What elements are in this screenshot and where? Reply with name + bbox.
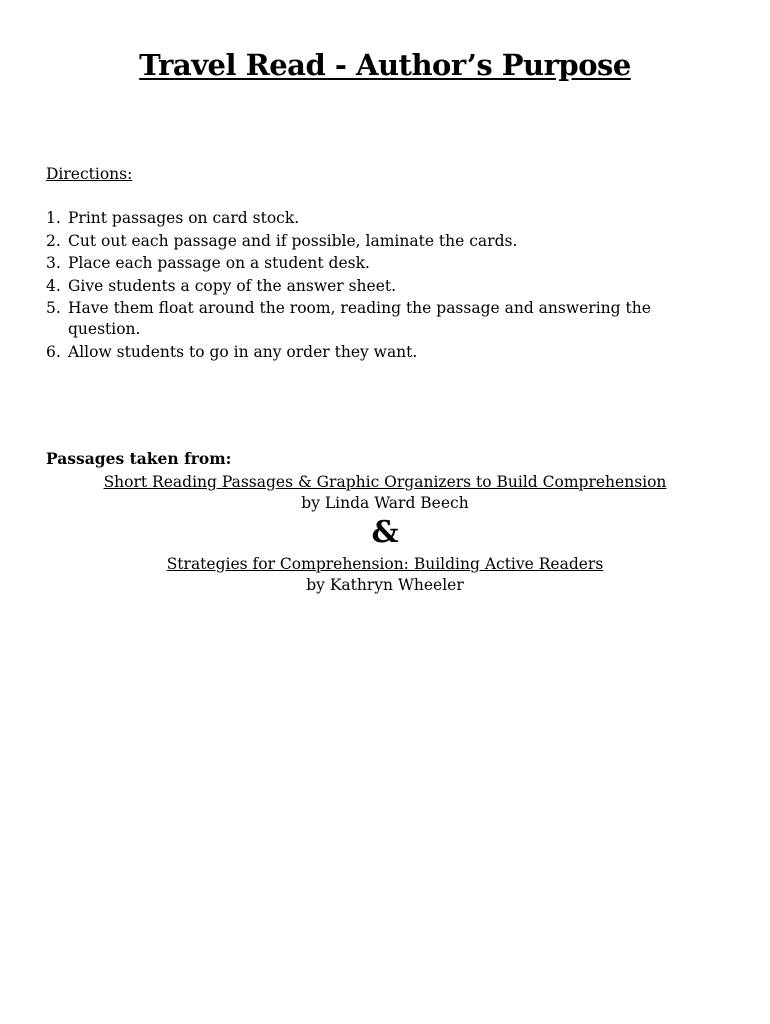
directions-list bbox=[46, 208, 706, 364]
step-text: Place each passage on a student desk. bbox=[68, 254, 370, 272]
list-item bbox=[46, 253, 706, 274]
directions-heading: Directions: bbox=[46, 165, 133, 183]
step-number: 5. bbox=[46, 299, 61, 317]
list-item bbox=[46, 231, 706, 252]
step-text: Cut out each passage and if possible, laminate the cards. bbox=[68, 231, 518, 250]
page-title: Travel Read - Author’s Purpose bbox=[139, 48, 631, 82]
book-title: Strategies for Comprehension: Building Active Readers bbox=[166, 555, 604, 573]
step-text: Print passages on card stock. bbox=[68, 209, 300, 227]
list-item bbox=[46, 276, 706, 297]
ampersand-separator: & bbox=[371, 515, 399, 550]
step-number: 4. bbox=[46, 276, 61, 295]
book-author: by Linda Ward Beech bbox=[301, 494, 469, 512]
step-number: 3. bbox=[46, 254, 61, 272]
list-item bbox=[46, 342, 706, 363]
list-item bbox=[46, 298, 706, 340]
step-number: 1. bbox=[46, 209, 61, 227]
step-text: Allow students to go in any order they want. bbox=[68, 342, 418, 361]
book-title: Short Reading Passages & Graphic Organizers to Build Comprehension bbox=[103, 473, 667, 491]
book-author: by Kathryn Wheeler bbox=[306, 576, 464, 594]
sources-heading: Passages taken from: bbox=[46, 449, 232, 468]
source-book-1 bbox=[0, 472, 770, 514]
source-book-2 bbox=[0, 554, 770, 596]
step-text: Give students a copy of the answer sheet. bbox=[68, 276, 397, 295]
step-number: 2. bbox=[46, 231, 61, 250]
list-item bbox=[46, 208, 706, 229]
step-text: Have them float around the room, reading the passage and answering the question. bbox=[68, 299, 651, 338]
step-number: 6. bbox=[46, 342, 61, 361]
